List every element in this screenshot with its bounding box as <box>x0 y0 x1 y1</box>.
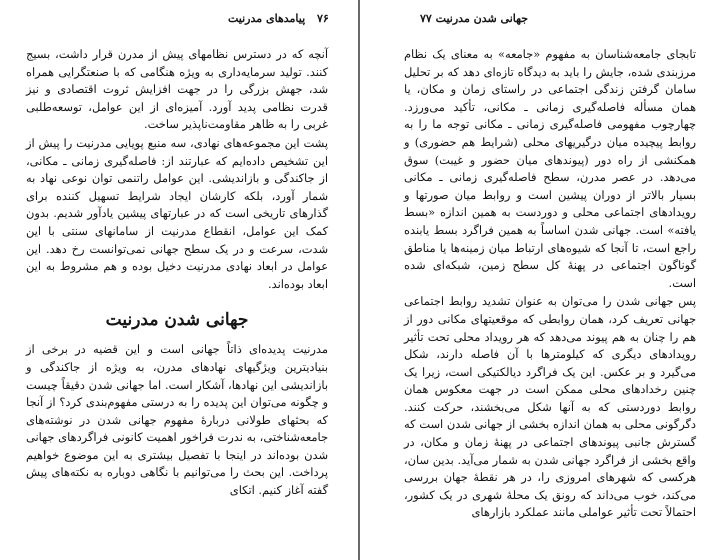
body-paragraph: مدرنیت پدیده‌ای ذاتاً جهانی است و این قضیه در برخی از بنیادیترین ویژگیهای نهادهای مدرن، به ویژه از جاکندگی و بازاندیشی این نهادها، آشکار است. اما جهانی شدن دقیقاً چیست و چگونه می‌توان این پدیده را به درستی مفهوم‌بندی کرد؟ از آنجا که بحثهای طولانی دربارهٔ مفهوم جهانی شدن در نوشته‌های جامعه‌شناختی، به ندرت فراخور اهمیت کانونی فراگردهای جهانی شدن بوده‌اند در اینجا با تفصیل بیشتری به این موضوع خواهیم پرداخت. این بحث را می‌توانیم با نگاهی دوباره به نکته‌های پیش گفته آغاز کنیم. اتکای <box>26 342 328 498</box>
page-number: ۷۶ <box>317 12 329 25</box>
body-paragraph: پس جهانی شدن را می‌توان به عنوان تشدید روابط اجتماعی جهانی تعریف کرد، همان روابطی که موقعیتهای مکانی دور از هم را چنان به هم پیوند می‌دهد که هر رویداد محلی تحت تأثیر رویدادهای دیگری که کیلومترها با آن فاصله دارند، شکل می‌گیرد و بر عکس. این یک فراگرد دیالکتیکی است، زیرا یک چنین رخدادهای محلی ممکن است در جهت معکوس همان روابط دوردستی که به آنها شکل می‌بخشند، حرکت کنند. دگرگونی محلی به همان اندازه بخشی از جهانی شدن است که گسترش جانبی پیوندهای اجتماعی در پهنهٔ زمان و مکان، در واقع بخشی از فراگرد جهانی شدن به شمار می‌آید. بدین سان، هرکسی که شهرهای امروزی را، در هر نقطهٔ جهان بررسی می‌کند، خوب می‌داند که رونق یک محلهٔ شهری در یک کشور، احتمالاً تحت تأثیر عواملی مانند عملکرد بازارهای <box>404 294 696 520</box>
page-number: ۷۷ <box>420 12 432 25</box>
body-paragraph: تابجای جامعه‌شناسان به مفهوم «جامعه» به معنای یک نظام مرزبندی شده، جایش را باید به دیدگاه تازه‌ای دهد که بر تحلیل سامان گرفتن زندگی اجتماعی در راستای زمان و مکان، یا همان مسأله فاصله‌گیری زمانی ـ مکانی، تأکید می‌ورزد. چهارچوب مفهومی فاصله‌گیری زمانی ـ مکانی توجه ما را به روابط پیچیده میان درگیریهای محلی (شرایط هم حضوری) و همکنشی از راه دور (پیوندهای میان حضور و غیبت) سوق می‌دهد. در عصر مدرن، سطح فاصله‌گیری زمانی ـ مکانی بسیار بالاتر از دوران پیشین است و روابط میان صورتها و رویدادهای اجتماعی محلی و دوردست به همین اندازه «بسط یافته» است. جهانی شدن اساساً به همین فراگرد بسط یابنده راجع است، تا آنجا که شیوه‌های ارتباط میان زمینه‌ها یا مناطق گوناگون اجتماعی در پهنهٔ کل سطح زمین، شبکه‌ای شده است. <box>404 47 696 290</box>
right-page <box>360 0 719 560</box>
page-body <box>404 46 696 522</box>
left-page <box>0 0 358 560</box>
page-header <box>228 12 329 25</box>
body-paragraph: آنچه که در دسترس نظامهای پیش از مدرن قرار داشت، بسیج کنند. تولید سرمایه‌داری به ویژه هنگامی که با صنعتگرایی همراه شد، جهش بزرگی را در جهت افزایش ثروت اقتصادی و نیز قدرت نظامی پدید آورد. آمیزه‌ای از این عوامل، توسعه‌طلبی غربی را به ظاهر مقاومت‌ناپذیر ساخت. <box>26 47 328 132</box>
running-head: پیامدهای مدرنیت <box>228 12 306 25</box>
page-header <box>412 12 528 25</box>
page-body <box>26 46 328 500</box>
running-head: جهانی شدن مدرنیت <box>435 12 529 25</box>
body-paragraph: پشت این مجموعه‌های نهادی، سه منبع پویایی مدرنیت را پیش از این تشخیص داده‌ایم که عبارتند از: فاصله‌گیری زمانی ـ مکانی، از جاکندگی و بازاندیشی. این عوامل راتنمی توان نوعی نهاد به شمار آورد، بلکه کارشان ایجاد شرایط تسهیل کننده برای گذارهای تاریخی است که در عبارتهای پیشین یادآور شدیم. بدون کمک این عوامل، انقطاع مدرنیت از سامانهای سنتی با این شدت، سرعت و در یک سطح جهانی نمی‌توانست رخ دهد. این عوامل در ابعاد نهادی مدرنیت دخیل بوده و هم مشروط به این ابعاد بوده‌اند. <box>26 135 328 291</box>
section-heading: جهانی شدن مدرنیت <box>105 310 249 331</box>
